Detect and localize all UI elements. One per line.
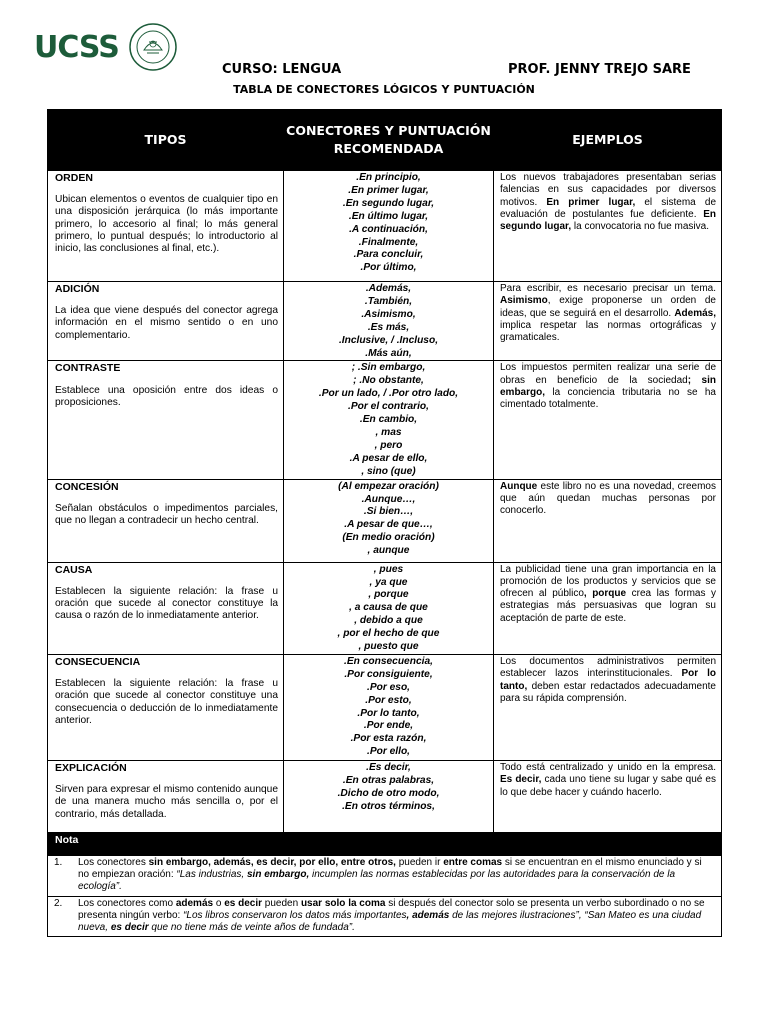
type-name: ADICIÓN xyxy=(55,283,100,295)
connector-item: , puesto que xyxy=(358,641,419,653)
connector-item: .Dicho de otro modo, xyxy=(337,787,440,799)
text-run: pueden xyxy=(262,897,301,909)
text-run: deben estar redactados adecuadamente para su rápida comprensión. xyxy=(500,680,716,704)
bold-text-run: Es decir, xyxy=(500,774,542,786)
example-cell xyxy=(494,282,722,361)
connector-item: , ya que xyxy=(369,576,408,588)
connector-item: (En medio oración) xyxy=(342,532,435,544)
type-cell xyxy=(48,361,284,479)
text-run: cada uno tiene su lugar y sabe qué es lo que debe hacer y cuándo hacerlo. xyxy=(500,774,716,798)
type-cell xyxy=(48,562,284,654)
text-run: , exige proponerse un orden de ideas, que se seguirá en el desarrollo. xyxy=(500,295,716,319)
table-row xyxy=(48,562,722,654)
connector-item: .Además, xyxy=(365,283,412,294)
connector-item: .En cambio, xyxy=(359,414,418,426)
type-cell xyxy=(48,282,284,361)
connector-item: .A pesar de ello, xyxy=(349,452,428,464)
text-run: o xyxy=(213,897,225,909)
connectors-cell xyxy=(284,282,494,361)
column-header-ejemplos: EJEMPLOS xyxy=(494,110,722,171)
bold-text-run: Asimismo xyxy=(500,295,548,307)
example-cell xyxy=(494,479,722,562)
type-name: CAUSA xyxy=(55,563,93,576)
type-description: La idea que viene después del conector agrega información en el mismo sentido o en uno complementario. xyxy=(55,305,278,341)
text-run: incumplen las normas establecidas por las autoridades para la conservación de la ecología”. xyxy=(78,869,676,893)
bold-text-run: , porque xyxy=(583,588,627,600)
bold-text-run: En segundo lugar, xyxy=(500,208,716,233)
type-description: Establecen la siguiente relación: la frase u oración que sucede al conector constituye una consecuencia o deducción de lo inmediatamente anterior. xyxy=(55,678,278,726)
table-body xyxy=(48,171,722,833)
type-name: ORDEN xyxy=(55,172,93,184)
connector-item: .Inclusive, / .Incluso, xyxy=(338,334,439,346)
connectors-cell xyxy=(284,562,494,654)
text-run: si después del conector solo se presenta un verbo subordinado o no se presenta ningún verbo: xyxy=(78,897,705,921)
connector-item: .En segundo lugar, xyxy=(342,197,435,209)
table-row xyxy=(48,171,722,282)
connector-item: .En último lugar, xyxy=(348,210,429,222)
connector-item: .Es más, xyxy=(367,321,410,333)
type-cell xyxy=(48,171,284,282)
type-description: Sirven para expresar el mismo contenido aunque de una manera mucho más sencilla o, por el contrario, más detallada. xyxy=(55,784,278,820)
type-description: Señalan obstáculos o impedimentos parciales, que no llegan a contradecir un hecho central. xyxy=(55,502,278,526)
text-run: pueden ir xyxy=(395,856,444,868)
type-description: Ubican elementos o eventos de cualquier tipo en una disposición jerárquica (lo más importante primero, lo accesorio al final; lo más general primero, lo puntual después; lo introductorio al inicio, las conclusiones al final, etc.). xyxy=(55,194,278,255)
connectors-cell xyxy=(284,361,494,479)
connector-item: .Si bien…, xyxy=(363,506,414,518)
connectors-cell xyxy=(284,760,494,832)
connector-item: .En consecuencia, xyxy=(344,655,433,667)
example-cell xyxy=(494,760,722,832)
note-row xyxy=(48,855,722,896)
note-text xyxy=(78,898,708,935)
connector-item: .En otros términos, xyxy=(342,800,435,812)
connector-item: .Por consiguiente, xyxy=(344,668,433,680)
bold-text-run: sin embargo, además, es decir, por ello, entre otros, xyxy=(148,856,396,868)
text-run: que no tiene más de veinte años de fundada”. xyxy=(148,921,355,933)
connector-item: .Es decir, xyxy=(366,761,411,773)
text-run: Para escribir, es necesario precisar un tema. xyxy=(500,283,716,294)
bold-text-run: sin embargo, xyxy=(247,869,310,881)
connector-item: .Por esto, xyxy=(365,694,412,706)
connector-item: , porque xyxy=(368,589,409,601)
connector-item: , debido a que xyxy=(354,615,423,627)
text-run: de las mejores ilustraciones”, “San Mateo es una ciudad nueva, xyxy=(78,909,702,933)
table-row xyxy=(48,760,722,832)
note-text xyxy=(78,857,708,894)
text-run: Los impuestos permiten realizar una serie de obras en beneficio de la sociedad xyxy=(500,362,716,386)
bold-text-run: , además xyxy=(406,909,450,921)
logo-text: UCSS xyxy=(34,30,119,65)
text-run: implica respetar las normas ortográficas y gramaticales. xyxy=(500,319,716,344)
bold-text-run: En primer lugar, xyxy=(546,196,636,208)
table-header-row xyxy=(48,110,722,171)
text-run: La publicidad tiene una gran importancia en la promoción de los productos y servicios que se ofrecen al público xyxy=(500,563,716,600)
text-run: este libro no es una novedad, creemos que aún quedan muchas personas por conocerlo. xyxy=(500,480,716,517)
connector-item: , sino (que) xyxy=(361,465,416,477)
connector-item: .Finalmente, xyxy=(358,236,419,248)
connector-item: , pues xyxy=(373,563,404,575)
type-name: CONCESIÓN xyxy=(55,480,119,493)
text-run: la convocatoria no fue masiva. xyxy=(571,221,709,233)
note-number: 1. xyxy=(54,856,63,868)
type-description: Establece una oposición entre dos ideas o proposiciones. xyxy=(55,384,278,408)
connector-item: , aunque xyxy=(367,545,410,557)
type-cell xyxy=(48,479,284,562)
bold-text-run: ; sin embargo, xyxy=(500,374,716,399)
university-logo xyxy=(34,22,184,72)
type-name: CONTRASTE xyxy=(55,362,121,375)
connector-item: , mas xyxy=(375,426,402,438)
connector-item: .A pesar de que…, xyxy=(344,519,433,531)
example-cell xyxy=(494,171,722,282)
type-cell xyxy=(48,654,284,760)
note-item xyxy=(48,896,722,937)
text-run: si se encuentran en el mismo enunciado y si no empiezan oración: xyxy=(78,856,702,881)
connector-item: .En principio, xyxy=(356,172,421,183)
bold-text-run: Aunque xyxy=(500,480,538,492)
type-cell xyxy=(48,760,284,832)
text-run: Los conectores xyxy=(78,856,149,868)
connector-item: , por el hecho de que xyxy=(337,628,440,640)
text-run: Los documentos administrativos permiten establecer lazos interinstitucionales. xyxy=(500,655,716,680)
notes-list xyxy=(48,855,722,936)
text-run: “Los libros conservaron los datos más importantes xyxy=(183,909,407,921)
connector-item: .Por lo tanto, xyxy=(357,707,420,719)
connector-item: .Más aún, xyxy=(365,347,412,359)
text-run: Todo está centralizado y unido en la empresa. xyxy=(500,761,716,773)
table-row xyxy=(48,282,722,361)
connector-item: .También, xyxy=(364,295,413,307)
connectors-table xyxy=(47,109,722,937)
bold-text-run: además xyxy=(175,897,214,909)
connector-item: .A continuación, xyxy=(349,223,428,235)
connector-item: , pero xyxy=(374,439,403,451)
table-row xyxy=(48,361,722,479)
connector-item: ; .Sin embargo, xyxy=(351,362,426,374)
connectors-cell xyxy=(284,479,494,562)
connector-item: .Por un lado, / .Por otro lado, xyxy=(318,388,459,400)
connectors-cell xyxy=(284,654,494,760)
type-name: EXPLICACIÓN xyxy=(55,761,127,774)
connector-item: .Para concluir, xyxy=(353,249,424,261)
example-cell xyxy=(494,654,722,760)
university-seal-icon xyxy=(127,22,179,72)
example-cell xyxy=(494,361,722,479)
text-run: el sistema de evaluación de postulantes fue deficiente. xyxy=(500,196,716,220)
connector-item: ; .No obstante, xyxy=(353,375,424,387)
note-number: 2. xyxy=(54,897,63,909)
type-description: Establecen la siguiente relación: la frase u oración que sucede al conector constituye la causa o razón de lo inmediatamente anterior. xyxy=(55,585,278,622)
note-item xyxy=(48,855,722,896)
connectors-cell xyxy=(284,171,494,282)
note-header-row xyxy=(48,832,722,855)
table-row xyxy=(48,479,722,562)
bold-text-run: usar solo la coma xyxy=(300,897,386,909)
text-run: la conciencia tributaria no se ha cimentado totalmente. xyxy=(500,387,716,411)
connector-item: .En primer lugar, xyxy=(348,184,429,196)
column-header-conectores: CONECTORES Y PUNTUACIÓN RECOMENDADA xyxy=(284,110,494,171)
connector-item: , a causa de que xyxy=(349,602,428,614)
column-header-tipos: TIPOS xyxy=(48,110,284,171)
bold-text-run: es decir xyxy=(110,921,149,933)
connector-item: .En otras palabras, xyxy=(342,774,435,786)
text-run: “Las industrias, xyxy=(176,869,247,881)
note-label: Nota xyxy=(48,832,722,855)
professor-name: PROF. JENNY TREJO SARE xyxy=(508,62,691,77)
example-cell xyxy=(494,562,722,654)
connector-item: .Por ende, xyxy=(363,720,414,732)
text-run: Los nuevos trabajadores presentaban serias falencias en sus capacidades por diversos motivos. xyxy=(500,172,716,208)
connector-item: .Por último, xyxy=(360,262,417,274)
bold-text-run: Por lo tanto, xyxy=(500,668,716,692)
connector-item: .Por eso, xyxy=(366,681,411,693)
text-run: Los conectores como xyxy=(78,897,176,909)
text-run: crea las formas y estrategias más persuasivas que logran su aceptación de parte de este. xyxy=(500,588,716,624)
bold-text-run: es decir xyxy=(224,897,263,909)
bold-text-run: entre comas xyxy=(443,856,503,868)
connector-item: .Por esta razón, xyxy=(350,733,427,745)
type-name: CONSECUENCIA xyxy=(55,655,141,668)
connector-item: .Por el contrario, xyxy=(348,401,429,413)
connector-item: .Por ello, xyxy=(366,746,411,758)
connector-item: (Al empezar oración) xyxy=(338,480,439,492)
course-title: CURSO: LENGUA xyxy=(222,62,342,77)
bold-text-run: Además, xyxy=(674,307,716,319)
connector-item: .Asimismo, xyxy=(361,308,416,320)
note-row xyxy=(48,896,722,937)
document-title: TABLA DE CONECTORES LÓGICOS Y PUNTUACIÓN xyxy=(233,83,535,96)
table-row xyxy=(48,654,722,760)
connector-item: .Aunque…, xyxy=(361,493,416,505)
